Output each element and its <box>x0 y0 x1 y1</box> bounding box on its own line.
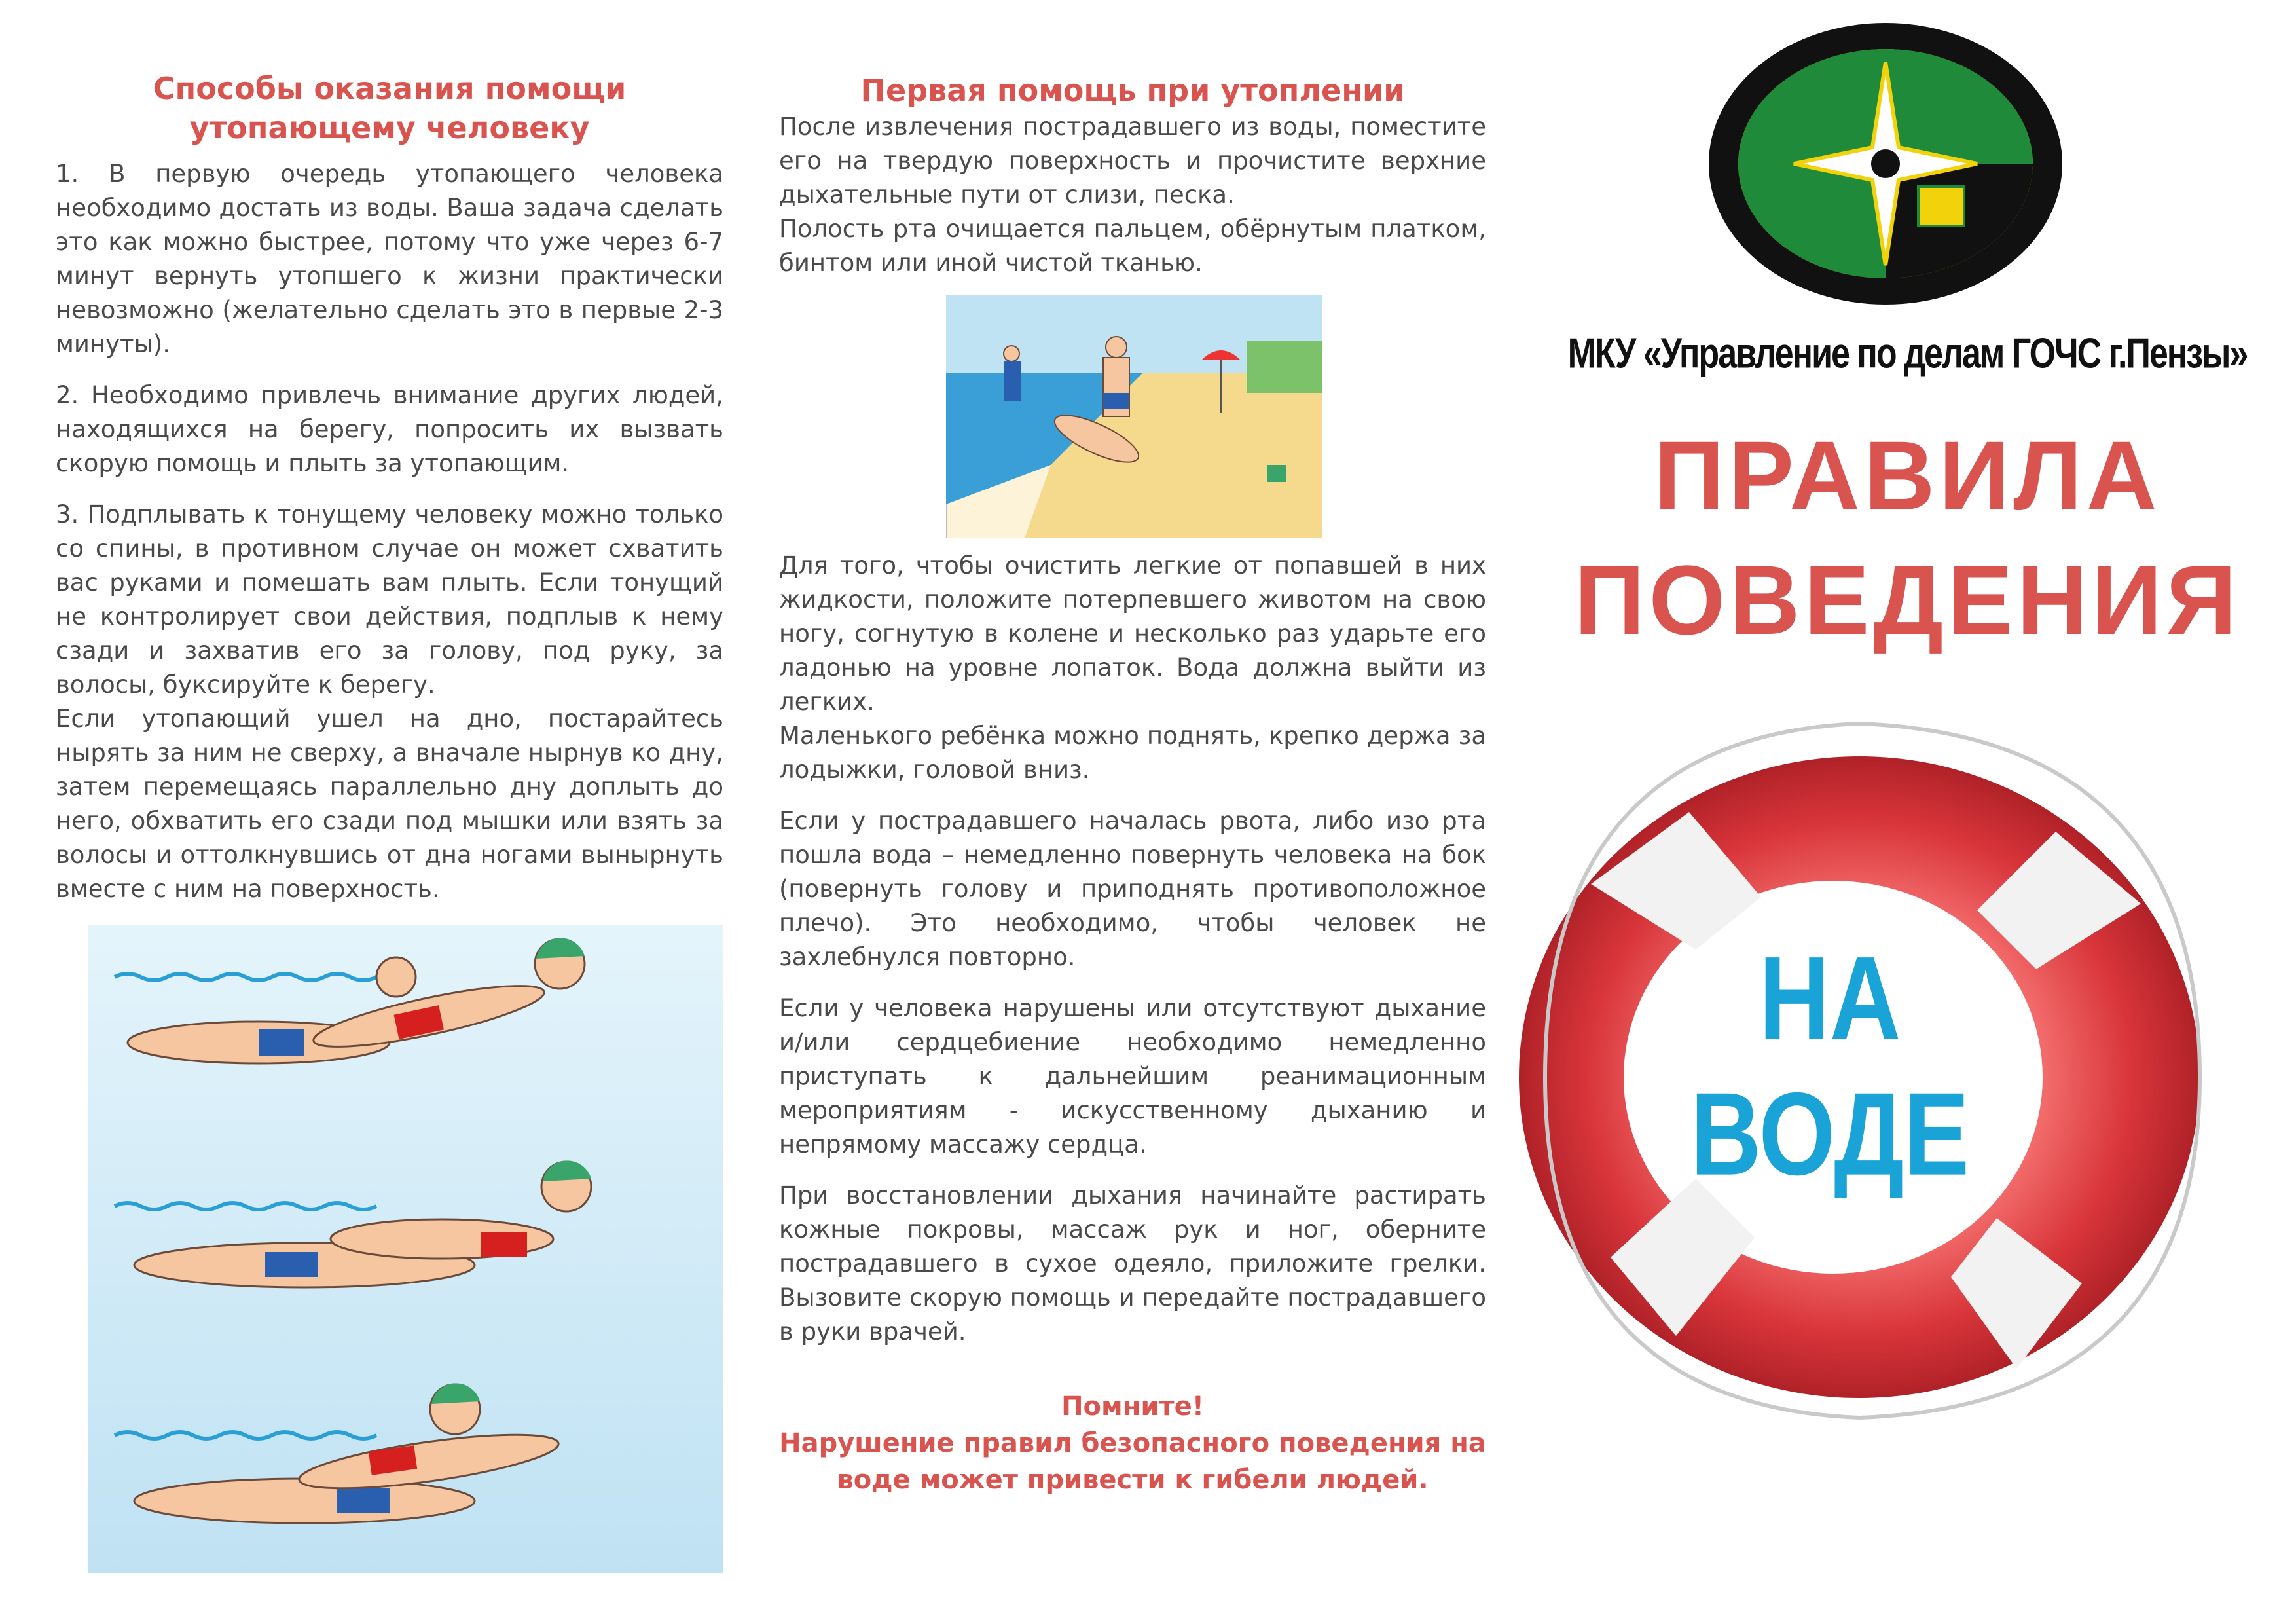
first-aid-text-bottom <box>779 549 1486 1349</box>
main-title-line-2: ПОВЕДЕНИЯ <box>1574 545 2241 655</box>
swimmer-towing-illustration <box>88 925 723 1573</box>
first-aid-para-5: Если у пострадавшего началась рвота, либо изо рта пошла вода – немедленно повернуть человека на бок (повернуть голову и приподнять противоположное плечо). Это необходимо, чтобы человек не захлебнулся повторно. <box>779 807 1486 971</box>
rescue-methods-text <box>56 157 723 906</box>
rescue-step-3: 3. Подплывать к тонущему человеку можно только со спины, в противном случае он может схватить вас руками и помешать вам плыть. Если тонущий не контролирует свои действия, подплыв к нему сзади и захватив его за голову, под руку, за волосы, буксируйте к берегу. <box>56 500 723 699</box>
left-column <box>56 0 723 1624</box>
rescue-step-2: 2. Необходимо привлечь внимание других людей, находящихся на берегу, попросить их вызвать скорую помощь и плыть за утопающим. <box>56 381 723 477</box>
first-aid-para-3: Для того, чтобы очистить легкие от попавшей в них жидкости, положите потерпевшего животом на свою ногу, согнутую в колене и несколько раз ударьте его ладонью на уровне лопаток. Вода должна выйти из легких. <box>779 551 1486 716</box>
rescue-step-1: 1. В первую очередь утопающего человека необходимо достать из воды. Ваша задача сделать это как можно быстрее, потому что уже через 6-7 минут вернуть утопшего к жизни практически невозможно (желательно сделать это в первые 2-3 минуты). <box>56 160 723 358</box>
first-aid-para-1: После извлечения пострадавшего из воды, поместите его на твердую поверхность и прочистите верхние дыхательные пути от слизи, песка. <box>779 113 1486 209</box>
beach-rescue-illustration <box>946 295 1322 538</box>
first-aid-para-7: При восстановлении дыхания начинайте растирать кожные покровы, массаж рук и ног, оберните пострадавшего в сухое одеяло, приложите грелки. Вызовите скорую помощь и передайте пострадавшего в руки врачей. <box>779 1181 1486 1346</box>
main-title-line-1: ПРАВИЛА <box>1654 420 2161 530</box>
first-aid-para-6: Если у человека нарушены или отсутствуют дыхание и/или сердцебиение необходимо немедленно приступать к дальнейшим реанимационным мероприятиям - искусственному дыханию и непрямому массажу сердца. <box>779 994 1486 1158</box>
first-aid-para-4: Маленького ребёнка можно поднять, крепко держа за лодыжки, головой вниз. <box>779 722 1486 784</box>
first-aid-text-top <box>779 110 1486 280</box>
rescue-step-dive: Если утопающий ушел на дно, постарайтесь нырять за ним не сверху, а вначале нырнув ко дну, затем перемещаясь параллельно дну доплыть до него, обхватить его сзади под мышки или взять за волосы и оттолкнувшись от дна ногами вынырнуть вместе с ним на поверхность. <box>56 705 723 903</box>
first-aid-para-2: Полость рта очищается пальцем, обёрнутым платком, бинтом или иной чистой тканью. <box>779 215 1486 277</box>
first-aid-heading: Первая помощь при утоплении <box>860 73 1405 108</box>
middle-column <box>779 0 1486 1624</box>
rescue-methods-heading: Способы оказания помощи утопающему человеку <box>153 71 627 145</box>
remember-block <box>779 1388 1486 1498</box>
emergency-ministry-emblem-icon <box>1702 16 2069 311</box>
organization-name: МКУ «Управление по делам ГОЧС г.Пензы» <box>1567 329 2248 378</box>
remember-title: Помните! <box>1061 1392 1204 1422</box>
remember-text: Нарушение правил безопасного поведения на воде может привести к гибели людей. <box>779 1428 1486 1495</box>
subtitle-on-water: НА ВОДЕ <box>1690 931 1970 1200</box>
right-column <box>1519 0 2296 1624</box>
